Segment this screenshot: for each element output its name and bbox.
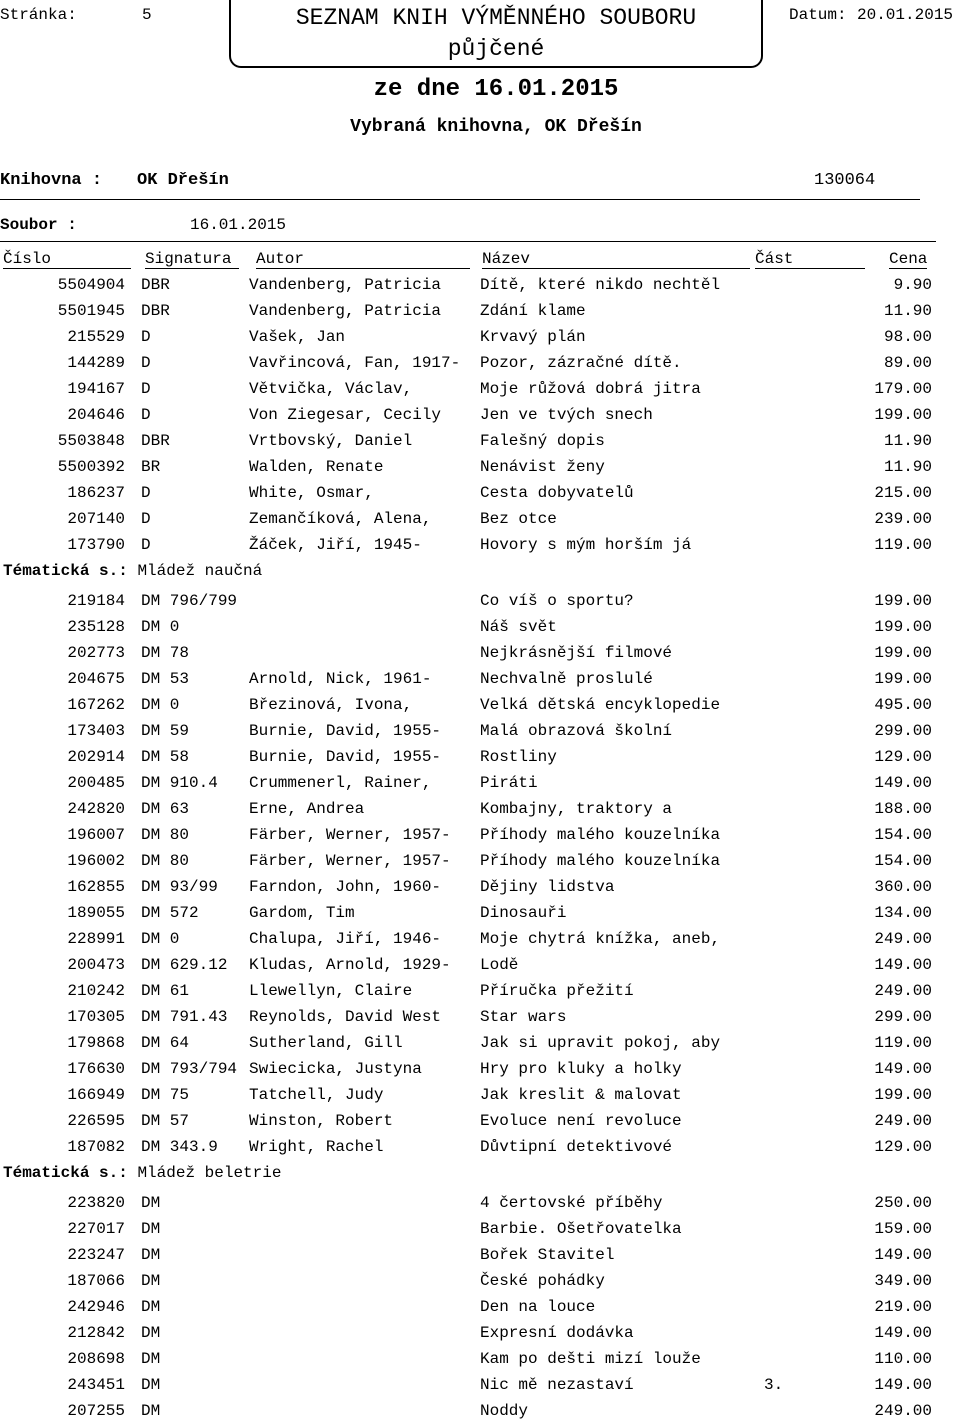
- divider: [0, 199, 920, 200]
- cell-sig: DM: [141, 1324, 161, 1342]
- cell-id: 5504904: [57, 276, 125, 294]
- cell-nazev: Den na louce: [480, 1298, 596, 1316]
- cell-cena: 360.00: [874, 878, 932, 896]
- cell-id: 186237: [67, 484, 125, 502]
- cell-cena: 199.00: [874, 592, 932, 610]
- table-row: [0, 1402, 960, 1428]
- cell-autor: Tatchell, Judy: [249, 1086, 384, 1104]
- cell-autor: Kludas, Arnold, 1929-: [249, 956, 451, 974]
- cell-sig: DM: [141, 1194, 161, 1212]
- cell-nazev: Lodě: [480, 956, 519, 974]
- cell-id: 200473: [67, 956, 125, 974]
- cell-id: 208698: [67, 1350, 125, 1368]
- cell-sig: DM: [141, 1350, 161, 1368]
- cell-cena: 149.00: [874, 1060, 932, 1078]
- cell-id: 144289: [67, 354, 125, 372]
- cell-sig: DM 59: [141, 722, 190, 740]
- cell-nazev: Expresní dodávka: [480, 1324, 634, 1342]
- cell-nazev: Evoluce není revoluce: [480, 1112, 682, 1130]
- cell-nazev: Krvavý plán: [480, 328, 586, 346]
- cell-nazev: Jak kreslit & malovat: [480, 1086, 682, 1104]
- cell-id: 5500392: [57, 458, 125, 476]
- page-label: Stránka:: [0, 6, 77, 24]
- cell-id: 170305: [67, 1008, 125, 1026]
- table-row: [0, 1324, 960, 1350]
- cell-sig: DM: [141, 1298, 161, 1316]
- table-row: [0, 826, 960, 852]
- table-row: [0, 774, 960, 800]
- table-row: [0, 618, 960, 644]
- cell-id: 194167: [67, 380, 125, 398]
- cell-cena: 159.00: [874, 1220, 932, 1238]
- cell-id: 196002: [67, 852, 125, 870]
- table-row: [0, 930, 960, 956]
- cell-id: 166949: [67, 1086, 125, 1104]
- col-cast: Část: [755, 250, 865, 269]
- cell-cena: 154.00: [874, 852, 932, 870]
- cell-sig: DM 791.43: [141, 1008, 228, 1026]
- table-row: [0, 644, 960, 670]
- cell-nazev: Moje chytrá knížka, aneb,: [480, 930, 721, 948]
- table-row: [0, 1350, 960, 1376]
- cell-autor: Wright, Rachel: [249, 1138, 384, 1156]
- cell-nazev: Velká dětská encyklopedie: [480, 696, 721, 714]
- cell-nazev: Kombajny, traktory a: [480, 800, 673, 818]
- cell-id: 242820: [67, 800, 125, 818]
- cell-cena: 119.00: [874, 536, 932, 554]
- cell-sig: DM 80: [141, 826, 190, 844]
- cell-sig: DM 910.4: [141, 774, 218, 792]
- cell-autor: Reynolds, David West: [249, 1008, 442, 1026]
- table-row: [0, 380, 960, 406]
- cell-sig: DM: [141, 1272, 161, 1290]
- cell-cena: 154.00: [874, 826, 932, 844]
- cell-sig: DM 629.12: [141, 956, 228, 974]
- cell-nazev: Dinosauři: [480, 904, 567, 922]
- col-signatura: Signatura: [145, 250, 239, 269]
- cell-id: 200485: [67, 774, 125, 792]
- cell-autor: Chalupa, Jiří, 1946-: [249, 930, 442, 948]
- table-row: [0, 982, 960, 1008]
- cell-autor: Färber, Werner, 1957-: [249, 826, 451, 844]
- date-value: 20.01.2015: [857, 6, 954, 24]
- cell-sig: DM 78: [141, 644, 190, 662]
- cell-id: 228991: [67, 930, 125, 948]
- col-nazev: Název: [482, 250, 750, 269]
- cell-autor: Erne, Andrea: [249, 800, 365, 818]
- table-row: [0, 722, 960, 748]
- date-label: Datum:: [789, 6, 847, 24]
- cell-id: 223247: [67, 1246, 125, 1264]
- cell-cena: 149.00: [874, 774, 932, 792]
- cell-cena: 239.00: [874, 510, 932, 528]
- cell-id: 167262: [67, 696, 125, 714]
- cell-sig: DBR: [141, 276, 170, 294]
- cell-id: 227017: [67, 1220, 125, 1238]
- cell-cena: 9.90: [893, 276, 932, 294]
- cell-sig: DM: [141, 1246, 161, 1264]
- cell-autor: Walden, Renate: [249, 458, 384, 476]
- cell-nazev: Piráti: [480, 774, 538, 792]
- cell-autor: Větvička, Václav,: [249, 380, 413, 398]
- cell-cena: 149.00: [874, 1246, 932, 1264]
- cell-id: 215529: [67, 328, 125, 346]
- cell-id: 202914: [67, 748, 125, 766]
- cell-nazev: Nechvalně proslulé: [480, 670, 653, 688]
- table-row: [0, 1034, 960, 1060]
- cell-nazev: Bez otce: [480, 510, 557, 528]
- cell-nazev: Náš svět: [480, 618, 557, 636]
- cell-nazev: Pozor, zázračné dítě.: [480, 354, 682, 372]
- cell-sig: DBR: [141, 302, 170, 320]
- table-row: [0, 1112, 960, 1138]
- section-label-beletrie: Tématická s.: Mládež beletrie: [3, 1164, 282, 1182]
- cell-cena: 249.00: [874, 1112, 932, 1130]
- cell-nazev: Zdání klame: [480, 302, 586, 320]
- cell-cena: 219.00: [874, 1298, 932, 1316]
- cell-cena: 129.00: [874, 748, 932, 766]
- soubor-label: Soubor :: [0, 216, 77, 234]
- cell-cena: 98.00: [883, 328, 932, 346]
- cell-sig: DM 61: [141, 982, 190, 1000]
- table-row: [0, 1376, 960, 1402]
- cell-id: 212842: [67, 1324, 125, 1342]
- table-row: [0, 696, 960, 722]
- cell-cena: 110.00: [874, 1350, 932, 1368]
- cell-sig: DM 0: [141, 930, 180, 948]
- cell-sig: D: [141, 536, 151, 554]
- col-cena: Cena: [889, 250, 928, 268]
- cell-id: 187066: [67, 1272, 125, 1290]
- cell-cena: 119.00: [874, 1034, 932, 1052]
- cell-autor: Von Ziegesar, Cecily: [249, 406, 442, 424]
- cell-id: 243451: [67, 1376, 125, 1394]
- cell-sig: DM 64: [141, 1034, 190, 1052]
- cell-autor: Zemančíková, Alena,: [249, 510, 432, 528]
- section-label-naucna: Tématická s.: Mládež naučná: [3, 562, 263, 580]
- cell-id: 210242: [67, 982, 125, 1000]
- cell-id: 219184: [67, 592, 125, 610]
- cell-cena: 149.00: [874, 956, 932, 974]
- cell-sig: DM 57: [141, 1112, 190, 1130]
- cell-cena: 199.00: [874, 644, 932, 662]
- cell-autor: Burnie, David, 1955-: [249, 722, 442, 740]
- cell-id: 202773: [67, 644, 125, 662]
- table-row: [0, 406, 960, 432]
- knihovna-label: Knihovna :: [0, 171, 103, 190]
- cell-autor: Vavřincová, Fan, 1917-: [249, 354, 461, 372]
- cell-id: 189055: [67, 904, 125, 922]
- page-number: 5: [142, 6, 152, 24]
- cell-sig: DM 58: [141, 748, 190, 766]
- cell-id: 187082: [67, 1138, 125, 1156]
- cell-cena: 349.00: [874, 1272, 932, 1290]
- table-row: [0, 1246, 960, 1272]
- cell-cena: 11.90: [883, 302, 932, 320]
- cell-id: 226595: [67, 1112, 125, 1130]
- table-row: [0, 800, 960, 826]
- table-row: [0, 536, 960, 562]
- cell-cena: 149.00: [874, 1376, 932, 1394]
- cell-sig: DM 796/799: [141, 592, 238, 610]
- cell-cena: 89.00: [883, 354, 932, 372]
- cell-cena: 249.00: [874, 982, 932, 1000]
- cell-sig: DBR: [141, 432, 170, 450]
- cell-id: 5503848: [57, 432, 125, 450]
- cell-sig: DM 80: [141, 852, 190, 870]
- cell-nazev: Moje růžová dobrá jitra: [480, 380, 701, 398]
- cell-id: 242946: [67, 1298, 125, 1316]
- cell-id: 223820: [67, 1194, 125, 1212]
- cell-cena: 249.00: [874, 1402, 932, 1420]
- knihovna-value: OK Dřešín: [137, 171, 229, 190]
- cell-cena: 215.00: [874, 484, 932, 502]
- cell-cast: 3.: [764, 1376, 784, 1394]
- cell-sig: DM 63: [141, 800, 190, 818]
- cell-cena: 495.00: [874, 696, 932, 714]
- cell-cena: 129.00: [874, 1138, 932, 1156]
- cell-sig: DM 343.9: [141, 1138, 218, 1156]
- table-row: [0, 670, 960, 696]
- cell-nazev: Důvtipní detektivové: [480, 1138, 673, 1156]
- cell-nazev: Kam po dešti mizí louže: [480, 1350, 701, 1368]
- cell-sig: DM: [141, 1220, 161, 1238]
- cell-nazev: Jen ve tvých snech: [480, 406, 653, 424]
- table-row: [0, 904, 960, 930]
- cell-nazev: Falešný dopis: [480, 432, 605, 450]
- table-row: [0, 510, 960, 536]
- table-row: [0, 748, 960, 774]
- cell-sig: D: [141, 354, 151, 372]
- cell-nazev: Příhody malého kouzelníka: [480, 852, 721, 870]
- table-row: [0, 276, 960, 302]
- cell-nazev: Rostliny: [480, 748, 557, 766]
- cell-nazev: Nejkrásnější filmové: [480, 644, 673, 662]
- cell-nazev: Star wars: [480, 1008, 567, 1026]
- cell-cena: 188.00: [874, 800, 932, 818]
- table-row: [0, 328, 960, 354]
- cell-nazev: Hry pro kluky a holky: [480, 1060, 682, 1078]
- cell-nazev: Barbie. Ošetřovatelka: [480, 1220, 682, 1238]
- table-row: [0, 458, 960, 484]
- cell-autor: Swiecicka, Justyna: [249, 1060, 422, 1078]
- report-title-line2: půjčené: [447, 36, 545, 62]
- cell-id: 235128: [67, 618, 125, 636]
- table-row: [0, 432, 960, 458]
- cell-id: 162855: [67, 878, 125, 896]
- cell-id: 5501945: [57, 302, 125, 320]
- soubor-value: 16.01.2015: [190, 216, 287, 234]
- cell-autor: Vandenberg, Patricia: [249, 302, 442, 320]
- cell-sig: D: [141, 380, 151, 398]
- cell-autor: Burnie, David, 1955-: [249, 748, 442, 766]
- cell-cena: 199.00: [874, 1086, 932, 1104]
- cell-nazev: Cesta dobyvatelů: [480, 484, 634, 502]
- cell-nazev: Dějiny lidstva: [480, 878, 615, 896]
- table-row: [0, 956, 960, 982]
- cell-sig: D: [141, 510, 151, 528]
- cell-nazev: 4 čertovské příběhy: [480, 1194, 663, 1212]
- report-title: SEZNAM KNIH VÝMĚNNÉHO SOUBORU: [295, 5, 697, 31]
- table-row: [0, 1008, 960, 1034]
- cell-cena: 249.00: [874, 930, 932, 948]
- table-row: [0, 1220, 960, 1246]
- cell-cena: 199.00: [874, 670, 932, 688]
- cell-nazev: Příručka přežití: [480, 982, 634, 1000]
- cell-id: 204646: [67, 406, 125, 424]
- cell-nazev: Co víš o sportu?: [480, 592, 634, 610]
- cell-id: 204675: [67, 670, 125, 688]
- divider: [0, 241, 936, 242]
- table-row: [0, 1138, 960, 1164]
- table-row: [0, 1086, 960, 1112]
- cell-nazev: Hovory s mým horším já: [480, 536, 692, 554]
- cell-sig: DM 53: [141, 670, 190, 688]
- cell-sig: DM 572: [141, 904, 199, 922]
- cell-autor: Gardom, Tim: [249, 904, 355, 922]
- cell-nazev: Nenávist ženy: [480, 458, 605, 476]
- table-row: [0, 852, 960, 878]
- cell-nazev: Příhody malého kouzelníka: [480, 826, 721, 844]
- cell-autor: Březinová, Ivona,: [249, 696, 413, 714]
- cell-autor: Vrtbovský, Daniel: [249, 432, 413, 450]
- cell-sig: DM 93/99: [141, 878, 218, 896]
- cell-autor: Crummenerl, Rainer,: [249, 774, 432, 792]
- knihovna-code: 130064: [814, 171, 876, 190]
- cell-sig: DM 0: [141, 618, 180, 636]
- cell-cena: 11.90: [883, 458, 932, 476]
- cell-id: 207255: [67, 1402, 125, 1420]
- cell-id: 196007: [67, 826, 125, 844]
- cell-nazev: Jak si upravit pokoj, aby: [480, 1034, 721, 1052]
- cell-sig: D: [141, 328, 151, 346]
- cell-sig: DM: [141, 1402, 161, 1420]
- cell-nazev: Dítě, které nikdo nechtěl: [480, 276, 721, 294]
- cell-cena: 250.00: [874, 1194, 932, 1212]
- col-cislo: Číslo: [3, 250, 131, 269]
- cell-nazev: České pohádky: [480, 1272, 605, 1290]
- cell-sig: DM: [141, 1376, 161, 1394]
- table-row: [0, 1194, 960, 1220]
- cell-cena: 199.00: [874, 406, 932, 424]
- table-row: [0, 354, 960, 380]
- table-row: [0, 1272, 960, 1298]
- cell-sig: DM 793/794: [141, 1060, 238, 1078]
- cell-cena: 199.00: [874, 618, 932, 636]
- table-row: [0, 302, 960, 328]
- cell-id: 173790: [67, 536, 125, 554]
- cell-id: 207140: [67, 510, 125, 528]
- cell-id: 179868: [67, 1034, 125, 1052]
- cell-sig: D: [141, 406, 151, 424]
- cell-autor: White, Osmar,: [249, 484, 374, 502]
- report-subtitle: ze dne 16.01.2015: [373, 76, 619, 103]
- cell-sig: DM 75: [141, 1086, 190, 1104]
- cell-autor: Llewellyn, Claire: [249, 982, 413, 1000]
- cell-autor: Sutherland, Gill: [249, 1034, 403, 1052]
- cell-id: 173403: [67, 722, 125, 740]
- cell-sig: D: [141, 484, 151, 502]
- cell-autor: Vandenberg, Patricia: [249, 276, 442, 294]
- cell-nazev: Malá obrazová školní: [480, 722, 673, 740]
- col-autor: Autor: [256, 250, 470, 269]
- cell-sig: DM 0: [141, 696, 180, 714]
- cell-autor: Žáček, Jiří, 1945-: [249, 536, 422, 554]
- cell-nazev: Bořek Stavitel: [480, 1246, 615, 1264]
- table-row: [0, 484, 960, 510]
- table-row: [0, 1298, 960, 1324]
- cell-autor: Arnold, Nick, 1961-: [249, 670, 432, 688]
- cell-autor: Farndon, John, 1960-: [249, 878, 442, 896]
- cell-sig: BR: [141, 458, 161, 476]
- table-row: [0, 592, 960, 618]
- cell-nazev: Noddy: [480, 1402, 529, 1420]
- cell-cena: 134.00: [874, 904, 932, 922]
- cell-nazev: Nic mě nezastaví: [480, 1376, 634, 1394]
- cell-cena: 11.90: [883, 432, 932, 450]
- cell-cena: 149.00: [874, 1324, 932, 1342]
- cell-cena: 299.00: [874, 1008, 932, 1026]
- cell-id: 176630: [67, 1060, 125, 1078]
- library-line: Vybraná knihovna, OK Dřešín: [350, 117, 642, 137]
- cell-cena: 299.00: [874, 722, 932, 740]
- cell-autor: Färber, Werner, 1957-: [249, 852, 451, 870]
- table-row: [0, 878, 960, 904]
- cell-autor: Vašek, Jan: [249, 328, 346, 346]
- table-row: [0, 1060, 960, 1086]
- cell-autor: Winston, Robert: [249, 1112, 394, 1130]
- cell-cena: 179.00: [874, 380, 932, 398]
